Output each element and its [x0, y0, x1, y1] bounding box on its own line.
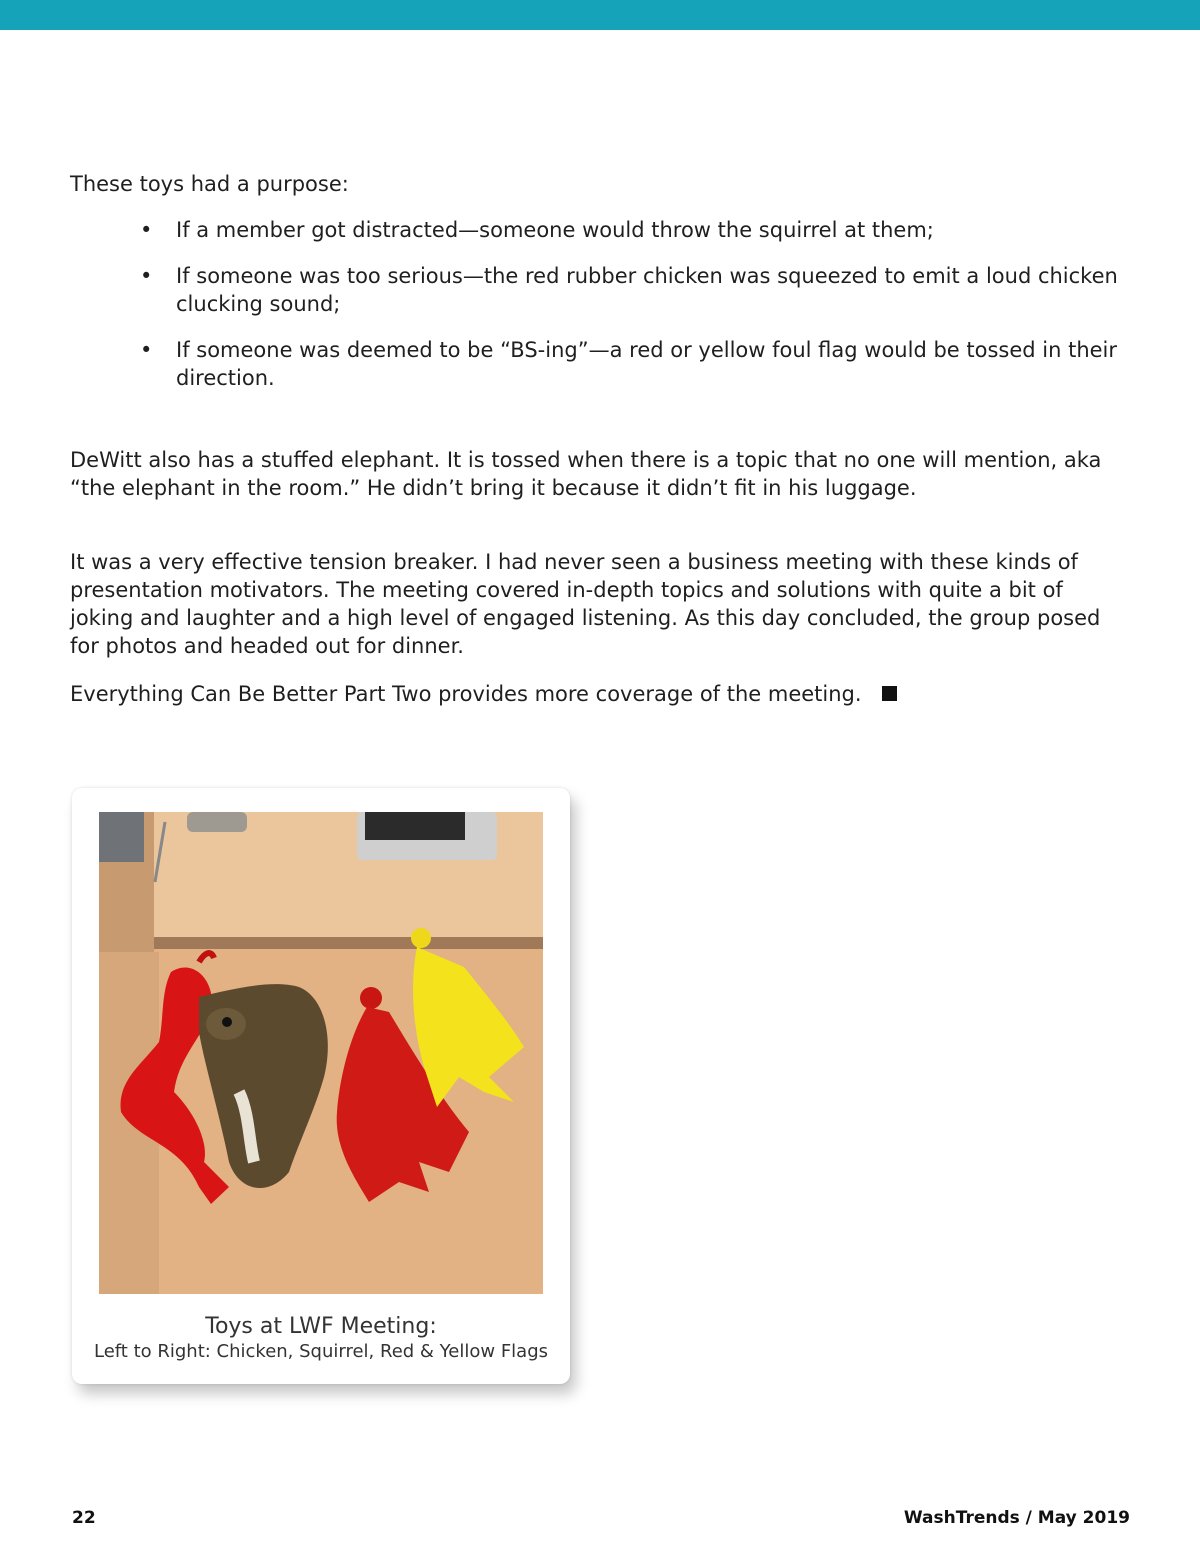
- end-of-article-mark: [882, 686, 897, 701]
- header-bar: [0, 0, 1200, 30]
- toy-purpose-list: [140, 216, 1140, 410]
- table-seam: [154, 937, 543, 949]
- paragraph-closing: [70, 680, 1130, 708]
- photo-caption-subtitle: Left to Right: Chicken, Squirrel, Red & Yellow Flags: [93, 1341, 549, 1362]
- photo-card: [72, 788, 570, 1384]
- bullet-marker: •: [140, 338, 153, 362]
- list-item-text: If a member got distracted—someone would throw the squirrel at them;: [176, 218, 934, 242]
- list-item: [140, 262, 1140, 318]
- laptop-corner: [99, 812, 144, 862]
- toys-photo: [99, 812, 543, 1294]
- yellow-flag-knot: [411, 928, 431, 948]
- mug: [187, 812, 247, 832]
- publication-footer: WashTrends / May 2019: [903, 1508, 1130, 1528]
- closing-text: Everything Can Be Better Part Two provides more coverage of the meeting.: [70, 682, 862, 706]
- squirrel-eye: [222, 1017, 232, 1027]
- paragraph-tension-breaker: It was a very effective tension breaker. I had never seen a business meeting with these kinds of presentation motivators. The meeting covered in-depth topics and solutions with quite a bit of joking and laughter and a high level of engaged listening. As this day concluded, the group posed for photos and headed out for dinner.: [70, 550, 1101, 658]
- photo-caption-title: Toys at LWF Meeting:: [205, 1314, 437, 1339]
- list-item: [140, 216, 1140, 244]
- list-item-text: If someone was too serious—the red rubber chicken was squeezed to emit a loud chicken clucking sound;: [176, 264, 1118, 316]
- paragraph-elephant: DeWitt also has a stuffed elephant. It is tossed when there is a topic that no one will mention, aka “the elephant in the room.” He didn’t bring it because it didn’t fit in his luggage.: [70, 448, 1102, 500]
- bullet-marker: •: [140, 264, 153, 288]
- page-number: 22: [72, 1508, 96, 1528]
- toys-photo-illustration: [99, 812, 543, 1294]
- list-item: [140, 336, 1140, 392]
- red-flag-knot: [360, 987, 382, 1009]
- intro-text: These toys had a purpose:: [70, 172, 349, 196]
- phone: [365, 812, 465, 840]
- list-item-text: If someone was deemed to be “BS-ing”—a red or yellow foul flag would be tossed in their direction.: [176, 338, 1118, 390]
- bullet-marker: •: [140, 218, 153, 242]
